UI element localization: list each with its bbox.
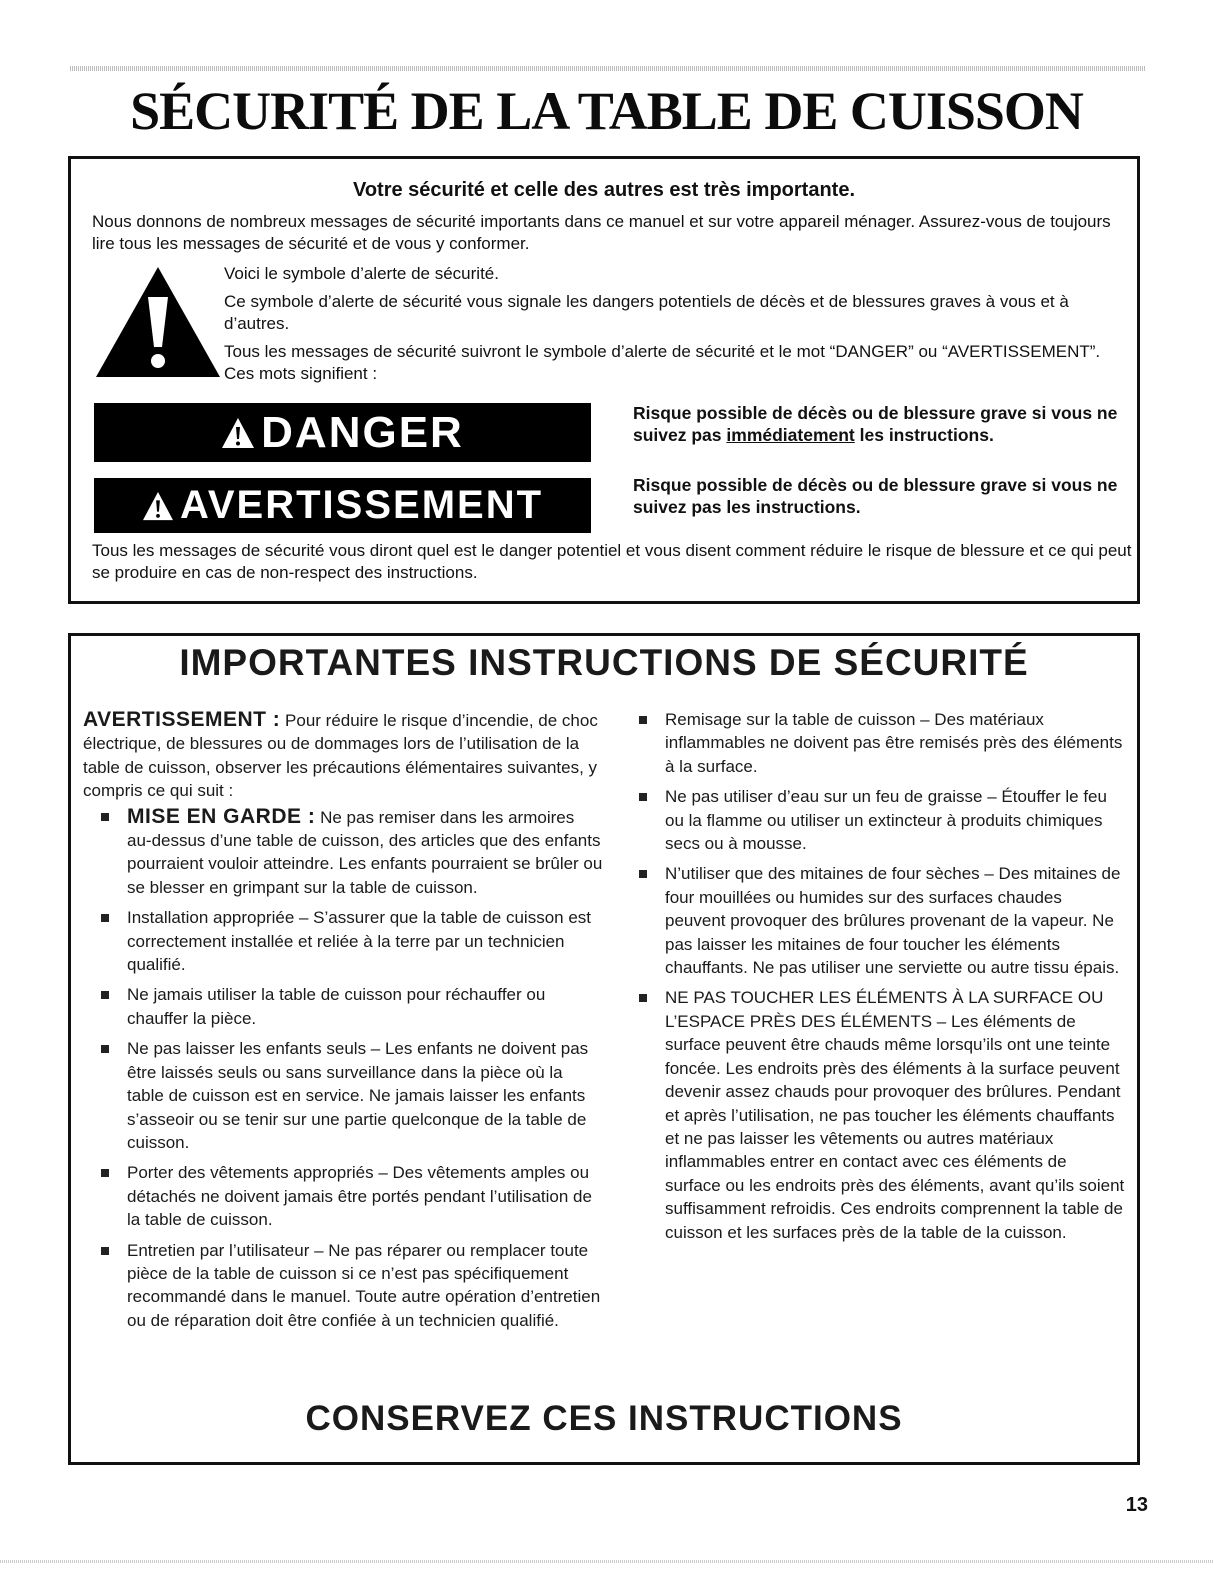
safety-intro: Nous donnons de nombreux messages de sécurité importants dans ce manuel et sur votre appareil ménager. Assurez-vous de toujours lire tous les messages de sécurité et de vous y conformer. — [92, 212, 1111, 253]
safety-notice-box — [68, 156, 1140, 604]
list-item: Remisage sur la table de cuisson – Des matériaux inflammables ne doivent pas être remisés près des éléments à la surface. — [621, 708, 1126, 778]
page-number: 13 — [1125, 1494, 1148, 1516]
bottom-decorative-rule — [0, 1560, 1213, 1563]
safety-footer-note: Tous les messages de sécurité vous diront quel est le danger potentiel et vous disent comment réduire le risque de blessure et ce qui peut se produire en cas de non-respect des instructions. — [92, 541, 1132, 582]
list-item: Ne jamais utiliser la table de cuisson pour réchauffer ou chauffer la pièce. — [83, 983, 603, 1030]
danger-signal-word — [94, 403, 591, 462]
list-item: N’utiliser que des mitaines de four sèches – Des mitaines de four mouillées ou humides sur des surfaces chaudes peuvent provoquer des brûlures provenant de la vapeur. Ne pas laisser les mitaines de four toucher les éléments chauffants. Ne pas utiliser une serviette ou autre tissu épais. — [621, 862, 1126, 979]
safety-notice-heading: Votre sécurité et celle des autres est très importante. — [352, 179, 856, 201]
instructions-right-column — [621, 708, 1126, 1251]
danger-label: DANGER — [261, 407, 464, 457]
warning-signal-word — [94, 478, 591, 533]
list-item: Entretien par l’utilisateur – Ne pas réparer ou remplacer toute pièce de la table de cuisson si ce n’est pas spécifiquement recommandé dans le manuel. Toute autre opération d’entretien ou de réparation doit être confiée à un technicien qualifié. — [83, 1239, 603, 1333]
list-item: Porter des vêtements appropriés – Des vêtements amples ou détachés ne doivent jamais être portés pendant l’utilisation de la table de cuisson. — [83, 1161, 603, 1231]
list-item: Ne pas laisser les enfants seuls – Les enfants ne doivent pas être laissés seuls ou sans surveillance dans la pièce où la table de cuisson est en service. Ne jamais laisser les enfants s’asseoir ou se tenir sur une partie quelconque de la table de cuisson. — [83, 1037, 603, 1154]
important-instructions-box — [68, 633, 1140, 1465]
instructions-title: IMPORTANTES INSTRUCTIONS DE SÉCURITÉ — [179, 642, 1029, 683]
list-item: NE PAS TOUCHER LES ÉLÉMENTS À LA SURFACE OU L’ESPACE PRÈS DES ÉLÉMENTS – Les éléments de surface peuvent être chauds même lorsqu’ils ont une teinte foncée. Les endroits près des éléments à la surface peuvent devenir assez chauds pour provoquer des brûlures. Pendant et après l’utilisation, ne pas toucher les éléments chauffants et ne pas laisser les vêtements ou autres matériaux inflammables entrer en contact avec ces éléments de surface ou les endroits près des éléments, avant qu’ils soient suffisamment refroidis. Ces endroits comprennent la table de cuisson et les surfaces près de la table de la cuisson. — [621, 986, 1126, 1243]
top-decorative-rule — [70, 66, 1145, 71]
alert-line: Voici le symbole d’alerte de sécurité. — [224, 264, 499, 283]
list-item: Ne pas utiliser d’eau sur un feu de graisse – Étouffer le feu ou la flamme ou utiliser un extincteur à produits chimiques secs ou à mousse. — [621, 785, 1126, 855]
list-item: MISE EN GARDE : Ne pas remiser dans les armoires au-dessus d’une table de cuisson, des articles que des enfants pourraient vouloir atteindre. Les enfants pourraient se brûler ou se blesser en grimpant sur la table de cuisson. — [83, 805, 603, 900]
warning-triangle-icon — [142, 491, 174, 521]
warning-label: AVERTISSEMENT — [179, 483, 544, 527]
danger-description: Risque possible de décès ou de blessure grave si vous ne suivez pas immédiatement les instructions. — [633, 403, 1118, 445]
instructions-left-column — [83, 708, 603, 1339]
warning-triangle-icon — [221, 417, 255, 449]
lead-keyword: AVERTISSEMENT : — [83, 708, 281, 731]
alert-line: Tous les messages de sécurité suivront le symbole d’alerte de sécurité et le mot “DANGER” ou “AVERTISSEMENT”. Ces mots signifient : — [224, 342, 1101, 383]
danger-emphasis: immédiatement — [726, 425, 855, 445]
safety-alert-icon — [92, 263, 224, 381]
alert-explanation — [224, 263, 1124, 391]
warning-lead-paragraph: AVERTISSEMENT : Pour réduire le risque d’incendie, de choc électrique, de blessures ou de dommages lors de l’utilisation de la table de cuisson, observer les précautions élémentaires suivantes, y compris ce qui suit : — [83, 708, 598, 801]
alert-line: Ce symbole d’alerte de sécurité vous signale les dangers potentiels de décès et de blessures graves à vous et à d’autres. — [224, 292, 1069, 333]
page-title: SÉCURITÉ DE LA TABLE DE CUISSON — [130, 81, 1083, 141]
warning-description: Risque possible de décès ou de blessure grave si vous ne suivez pas les instructions. — [633, 475, 1118, 517]
caution-keyword: MISE EN GARDE : — [127, 804, 316, 828]
save-instructions-heading: CONSERVEZ CES INSTRUCTIONS — [305, 1399, 903, 1438]
list-item: Installation appropriée – S’assurer que la table de cuisson est correctement installée et reliée à la terre par un technicien qualifié. — [83, 906, 603, 976]
